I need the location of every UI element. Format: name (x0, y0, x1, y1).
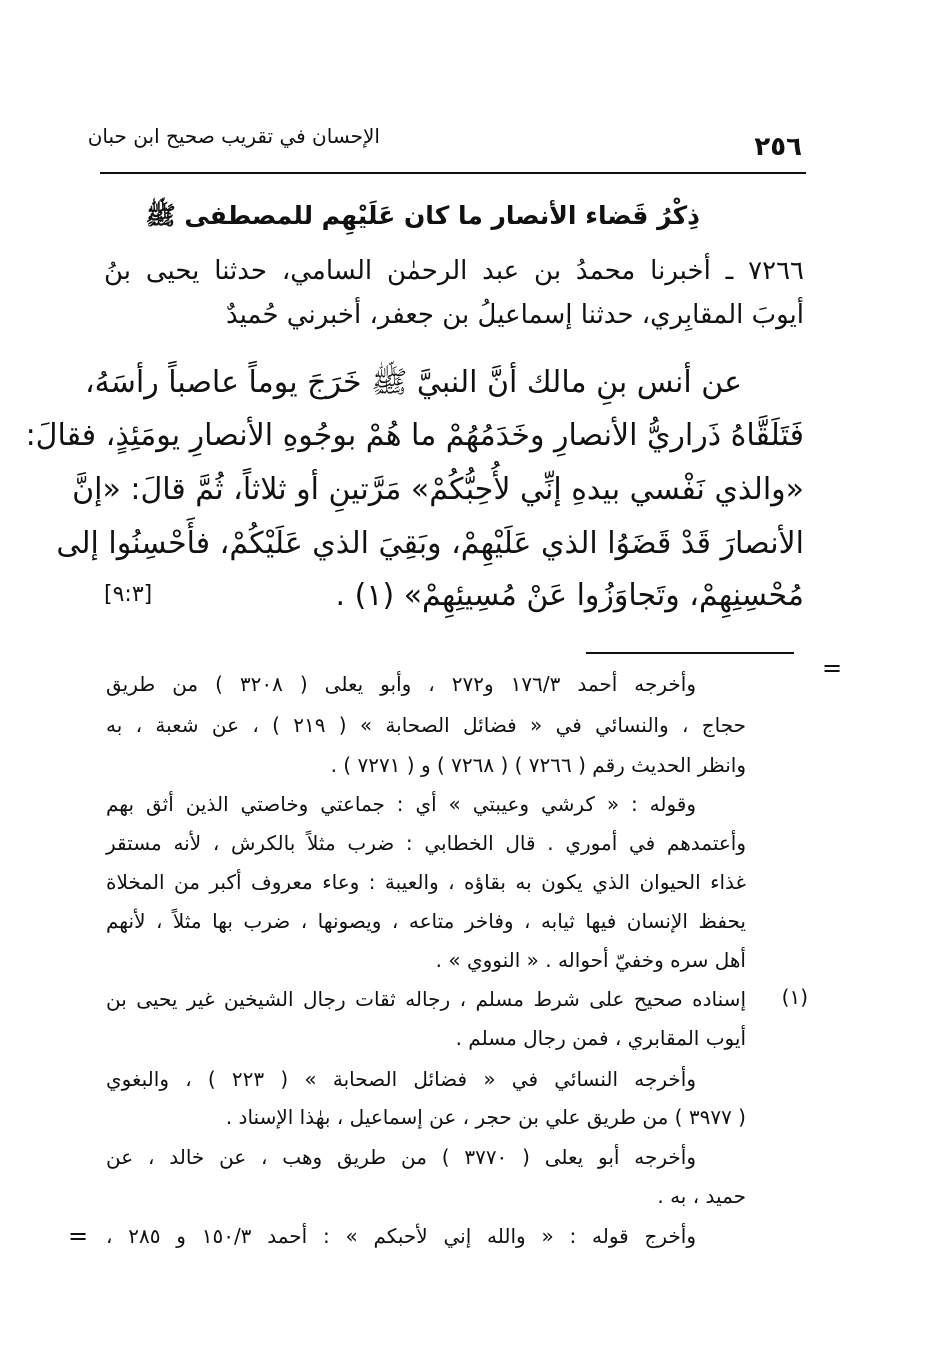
footnote-line: وأخرجه أحمد ١٧٦/٣ و٢٧٢ ، وأبو يعلى ( ٣٢٠٨ ) من طريق (106, 672, 697, 696)
footnote-line: وأخرجه أبو يعلى ( ٣٧٧٠ ) من طريق وهب ، عن خالد ، عن (106, 1145, 696, 1169)
header-rule (100, 172, 806, 174)
matn-line: «والذي نَفْسي بيدهِ إنِّي لأُحِبُّكُمْ» مَرَّتينِ أو ثلاثاً، ثُمَّ قالَ: «إنَّ (72, 472, 804, 507)
running-header-title: الإحسان في تقريب صحيح ابن حبان (87, 124, 380, 148)
reference-tag: [٩:٣] (104, 582, 153, 607)
footnote-line: وأخرجه النسائي في « فضائل الصحابة » ( ٢٢٣ ) ، والبغوي (106, 1067, 697, 1091)
footnote-line: أيوب المقابري ، فمن رجال مسلم . (455, 1026, 746, 1050)
section-heading: ذِكْرُ قَضاء الأنصار ما كان عَلَيْهِم للمصطفى ﷺ (145, 201, 700, 230)
footnote-line: ( ٣٩٧٧ ) من طريق علي بن حجر ، عن إسماعيل ، بهٰذا الإسناد . (225, 1105, 746, 1129)
footnote-line: حجاج ، والنسائي في « فضائل الصحابة » ( ٢١٩ ) ، عن شعبة ، به (106, 713, 747, 737)
footnote-line: غذاء الحيوان الذي يكون به بقاؤه ، والعيبة : وعاء معروف أكبر من المخلاة (106, 870, 746, 894)
page-number: ٢٥٦ (754, 132, 802, 162)
matn-line: مُحْسِنِهِمْ، وتَجاوَزُوا عَنْ مُسِيئِهِمْ» (١) . (335, 578, 804, 613)
footnote-separator (586, 652, 794, 654)
isnad-line: أيوبَ المقابِري، حدثنا إسماعيلُ بن جعفر، أخبرني حُميدٌ (225, 300, 804, 330)
continuation-mark-top: = (822, 654, 843, 682)
footnote-line: إسناده صحيح على شرط مسلم ، رجاله ثقات رجال الشيخين غير يحيى بن (106, 987, 746, 1011)
footnote-line: يحفظ الإنسان فيها ثيابه ، وفاخر متاعه ، ويصونها ، ضرب بها مثلاً ، لأنهم (106, 909, 746, 933)
footnote-line: حميد ، به . (657, 1184, 746, 1208)
matn-line: فَتَلَقَّاهُ ذَراريُّ الأنصارِ وخَدَمُهُمْ ما هُمْ بوجُوهِ الأنصارِ يومَئِذٍ، فقالَ: (25, 418, 804, 453)
footnote-line: وانظر الحديث رقم ( ٧٢٦٦ ) ( ٧٢٦٨ ) و ( ٧٢٧١ ) . (330, 753, 746, 777)
footnote-line: وقوله : « كرشي وعيبتي » أي : جماعتي وخاصتي الذين أثق بهم (106, 792, 696, 816)
footnote-line: وأخرج قوله : « والله إني لأحبكم » : أحمد ١٥٠/٣ و ٢٨٥ ، (106, 1224, 697, 1248)
footnote-line: وأعتمدهم في أموري . قال الخطابي : ضرب مثلاً بالكرش ، لأنه مستقر (106, 831, 746, 855)
footnote-line: أهل سره وخفيّ أحواله . « النووي » . (435, 948, 746, 972)
matn-line: الأنصارَ قَدْ قَضَوُا الذي عَلَيْهِمْ، وبَقِيَ الذي عَلَيْكُمْ، فأَحْسِنُوا إلى (56, 526, 804, 561)
matn-line: عن أنس بنِ مالك أنَّ النبيَّ ﷺ خَرَجَ يوماً عاصباً رأسَهُ، (85, 365, 742, 400)
footnote-marker: (١) (781, 985, 808, 1009)
isnad-line: ٧٢٦٦ ـ أخبرنا محمدُ بن عبد الرحمٰن السامي، حدثنا يحيى بنُ (104, 256, 804, 286)
continuation-mark-bottom: = (68, 1222, 89, 1250)
